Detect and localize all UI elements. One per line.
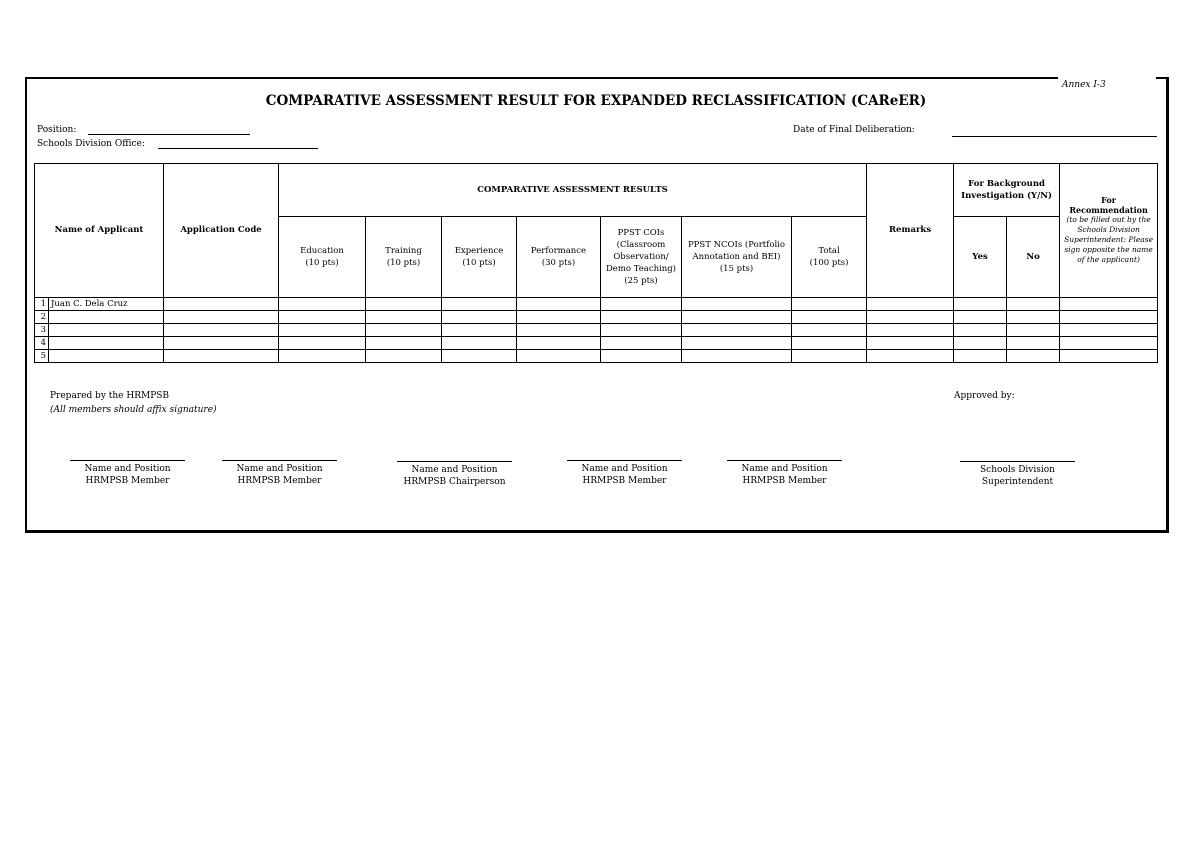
signatory-name-position: Name and Position bbox=[581, 464, 668, 474]
table-body bbox=[35, 297, 1158, 362]
signature-line[interactable] bbox=[397, 461, 512, 462]
signature-line[interactable] bbox=[222, 460, 337, 461]
entry-cell[interactable] bbox=[954, 297, 1007, 310]
row-number: 5 bbox=[35, 349, 49, 362]
entry-cell[interactable] bbox=[792, 349, 867, 362]
entry-cell[interactable] bbox=[792, 297, 867, 310]
signatory-role: HRMPSB Member bbox=[742, 476, 827, 486]
table-row bbox=[35, 323, 1158, 336]
position-label: Position: bbox=[37, 125, 77, 135]
entry-cell[interactable] bbox=[164, 323, 279, 336]
signature-block bbox=[960, 461, 1075, 488]
entry-cell[interactable] bbox=[279, 349, 366, 362]
criteria-pts: (100 pts) bbox=[809, 257, 849, 268]
criteria-label: PPST NCOIs (Portfolio Annotation and BEI) bbox=[687, 239, 786, 262]
entry-cell[interactable] bbox=[366, 336, 442, 349]
signatory-name-position: Schools Division bbox=[980, 465, 1055, 475]
form-title: COMPARATIVE ASSESSMENT RESULT FOR EXPANDED RECLASSIFICATION (CAReER) bbox=[265, 93, 927, 109]
criteria-pts: (10 pts) bbox=[305, 257, 339, 268]
table-row bbox=[35, 310, 1158, 323]
rec-note: (to be filled out by the Schools Division Superintendent: Please sign opposite the name of the applicant) bbox=[1064, 215, 1154, 265]
entry-cell[interactable] bbox=[1007, 349, 1060, 362]
entry-cell[interactable] bbox=[366, 349, 442, 362]
applicant-name-cell[interactable] bbox=[49, 349, 164, 362]
entry-cell[interactable] bbox=[442, 336, 517, 349]
criteria-header bbox=[279, 217, 366, 297]
criteria-pts: (25 pts) bbox=[624, 275, 658, 286]
date-label: Date of Final Deliberation: bbox=[793, 125, 915, 135]
criteria-header bbox=[366, 217, 442, 297]
signatory-name-position: Name and Position bbox=[411, 465, 498, 475]
signature-line[interactable] bbox=[727, 460, 842, 461]
entry-cell[interactable] bbox=[517, 323, 601, 336]
signature-line[interactable] bbox=[960, 461, 1075, 462]
entry-cell[interactable] bbox=[517, 349, 601, 362]
row-number: 3 bbox=[35, 323, 49, 336]
criteria-pts: (10 pts) bbox=[462, 257, 496, 268]
entry-cell[interactable] bbox=[366, 323, 442, 336]
entry-cell[interactable] bbox=[601, 323, 682, 336]
entry-cell[interactable] bbox=[682, 297, 792, 310]
table-row bbox=[35, 297, 1158, 310]
signature-block bbox=[222, 460, 337, 487]
entry-cell[interactable] bbox=[164, 349, 279, 362]
signature-block bbox=[727, 460, 842, 487]
applicant-name-cell[interactable] bbox=[49, 310, 164, 323]
signatory-role: HRMPSB Member bbox=[237, 476, 322, 486]
signatory-role: HRMPSB Member bbox=[582, 476, 667, 486]
entry-cell[interactable] bbox=[954, 336, 1007, 349]
entry-cell[interactable] bbox=[279, 297, 366, 310]
entry-cell[interactable] bbox=[601, 336, 682, 349]
entry-cell[interactable] bbox=[366, 310, 442, 323]
entry-cell[interactable] bbox=[164, 310, 279, 323]
criteria-label: Education bbox=[300, 245, 344, 256]
name-header: Name of Applicant bbox=[35, 164, 164, 298]
entry-cell[interactable] bbox=[279, 310, 366, 323]
entry-cell[interactable] bbox=[1007, 297, 1060, 310]
criteria-pts: (10 pts) bbox=[386, 257, 421, 268]
applicant-name-cell[interactable]: Juan C. Dela Cruz bbox=[49, 297, 164, 310]
table-row bbox=[35, 349, 1158, 362]
date-field[interactable] bbox=[952, 136, 1157, 137]
approved-by: Approved by: bbox=[954, 391, 1015, 401]
recommendation-header bbox=[1060, 164, 1158, 298]
entry-cell[interactable] bbox=[442, 323, 517, 336]
entry-cell[interactable] bbox=[601, 349, 682, 362]
criteria-label: Performance bbox=[530, 245, 587, 256]
entry-cell[interactable] bbox=[867, 323, 954, 336]
entry-cell[interactable] bbox=[517, 336, 601, 349]
entry-cell[interactable] bbox=[867, 310, 954, 323]
entry-cell[interactable] bbox=[1060, 310, 1158, 323]
entry-cell[interactable] bbox=[442, 297, 517, 310]
entry-cell[interactable] bbox=[792, 310, 867, 323]
criteria-pts: (30 pts) bbox=[541, 257, 576, 268]
entry-cell[interactable] bbox=[954, 310, 1007, 323]
division-field[interactable] bbox=[158, 148, 318, 149]
signature-block bbox=[397, 461, 512, 488]
division-label: Schools Division Office: bbox=[37, 139, 145, 149]
code-header: Application Code bbox=[164, 164, 279, 298]
criteria-header bbox=[682, 217, 792, 297]
bi-header: For Background Investigation (Y/N) bbox=[954, 164, 1060, 217]
criteria-header bbox=[517, 217, 601, 297]
position-field[interactable] bbox=[88, 134, 250, 135]
criteria-header bbox=[792, 217, 867, 297]
criteria-header bbox=[601, 217, 682, 297]
entry-cell[interactable] bbox=[1060, 349, 1158, 362]
entry-cell[interactable] bbox=[442, 310, 517, 323]
entry-cell[interactable] bbox=[279, 323, 366, 336]
criteria-header bbox=[442, 217, 517, 297]
signature-block bbox=[70, 460, 185, 487]
entry-cell[interactable] bbox=[867, 336, 954, 349]
signatory-role: HRMPSB Member bbox=[85, 476, 170, 486]
entry-cell[interactable] bbox=[1007, 310, 1060, 323]
prepared-note: (All members should affix signature) bbox=[50, 405, 217, 415]
entry-cell[interactable] bbox=[1007, 323, 1060, 336]
criteria-label: PPST COIs (Classroom Observation/ Demo Teaching) bbox=[605, 227, 677, 274]
assessment-table bbox=[34, 163, 1158, 363]
entry-cell[interactable] bbox=[682, 310, 792, 323]
entry-cell[interactable] bbox=[601, 310, 682, 323]
entry-cell[interactable] bbox=[164, 297, 279, 310]
table-row bbox=[35, 336, 1158, 349]
entry-cell[interactable] bbox=[517, 297, 601, 310]
criteria-label: Total bbox=[818, 245, 840, 256]
applicant-name-cell[interactable] bbox=[49, 323, 164, 336]
signature-block bbox=[567, 460, 682, 487]
signature-line[interactable] bbox=[70, 460, 185, 461]
row-number: 1 bbox=[35, 297, 49, 310]
criteria-label: Experience bbox=[454, 245, 504, 256]
entry-cell[interactable] bbox=[867, 349, 954, 362]
row-number: 2 bbox=[35, 310, 49, 323]
entry-cell[interactable] bbox=[1007, 336, 1060, 349]
group-header: COMPARATIVE ASSESSMENT RESULTS bbox=[279, 164, 867, 217]
entry-cell[interactable] bbox=[1060, 297, 1158, 310]
remarks-header: Remarks bbox=[867, 164, 954, 298]
entry-cell[interactable] bbox=[279, 336, 366, 349]
no-header: No bbox=[1007, 217, 1060, 297]
yes-header: Yes bbox=[954, 217, 1007, 297]
criteria-pts: (15 pts) bbox=[719, 263, 754, 274]
entry-cell[interactable] bbox=[954, 323, 1007, 336]
entry-cell[interactable] bbox=[682, 323, 792, 336]
applicant-name-cell[interactable] bbox=[49, 336, 164, 349]
rec-title: For Recommendation bbox=[1069, 195, 1148, 216]
entry-cell[interactable] bbox=[1060, 323, 1158, 336]
entry-cell[interactable] bbox=[682, 336, 792, 349]
criteria-label: Training bbox=[385, 245, 422, 256]
annex-label: Annex I-3 bbox=[1062, 80, 1106, 90]
prepared-by: Prepared by the HRMPSB bbox=[50, 391, 170, 401]
entry-cell[interactable] bbox=[517, 310, 601, 323]
entry-cell[interactable] bbox=[1060, 336, 1158, 349]
signatory-name-position: Name and Position bbox=[236, 464, 323, 474]
signatory-role: Superintendent bbox=[981, 477, 1054, 487]
entry-cell[interactable] bbox=[164, 336, 279, 349]
entry-cell[interactable] bbox=[366, 297, 442, 310]
signature-line[interactable] bbox=[567, 460, 682, 461]
entry-cell[interactable] bbox=[601, 297, 682, 310]
entry-cell[interactable] bbox=[867, 297, 954, 310]
signatory-role: HRMPSB Chairperson bbox=[403, 477, 506, 487]
entry-cell[interactable] bbox=[792, 323, 867, 336]
entry-cell[interactable] bbox=[792, 336, 867, 349]
signatory-name-position: Name and Position bbox=[741, 464, 828, 474]
row-number: 4 bbox=[35, 336, 49, 349]
signatory-name-position: Name and Position bbox=[84, 464, 171, 474]
entry-cell[interactable] bbox=[682, 349, 792, 362]
entry-cell[interactable] bbox=[442, 349, 517, 362]
entry-cell[interactable] bbox=[954, 349, 1007, 362]
